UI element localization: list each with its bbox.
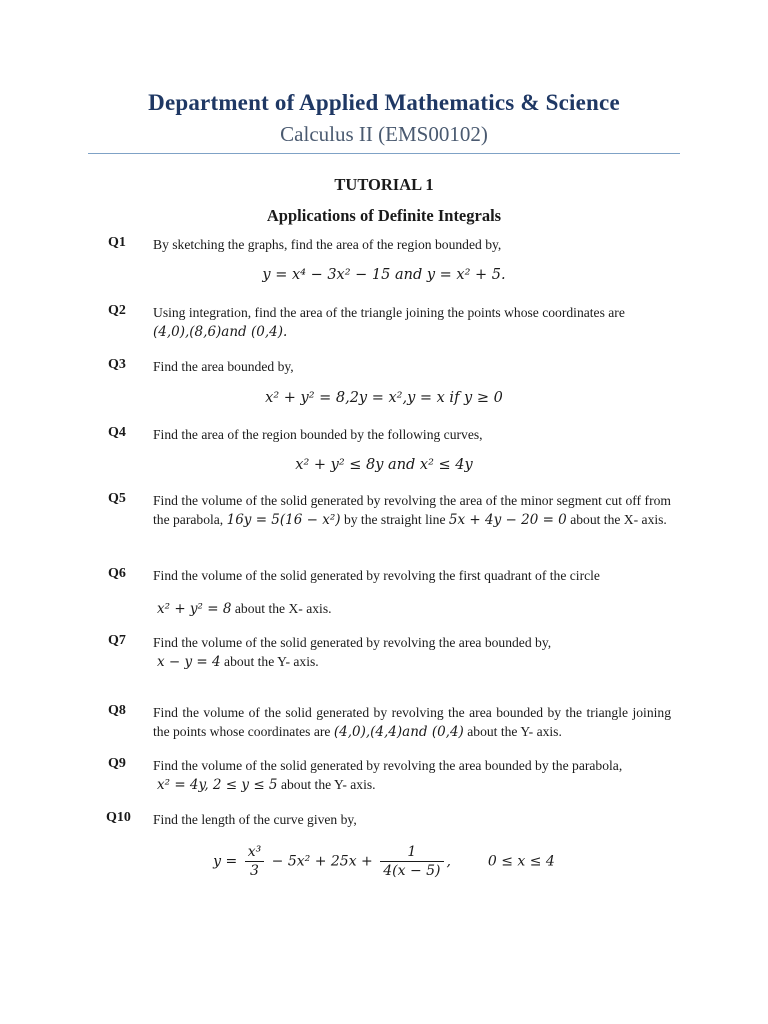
fraction-numerator: x³ (245, 843, 265, 862)
question-text-q10: Find the length of the curve given by, (153, 812, 357, 827)
question-text-q7: Find the volume of the solid generated by revolving the area bounded by, (153, 635, 552, 650)
question-suffix-q6: about the X- axis. (234, 601, 332, 616)
equation-q4: x² + y² ≤ 8y and x² ≤ 4y (295, 457, 473, 473)
equation-q1: y = x⁴ − 3x² − 15 and y = x² + 5. (262, 267, 506, 283)
question-label-q4: Q4 (108, 425, 126, 440)
question-text-q5 (153, 491, 671, 530)
question-label-q3: Q3 (108, 357, 126, 372)
question-text-q2: Using integration, find the area of the triangle joining the points whose coordinates are (153, 305, 625, 320)
question-label-q1: Q1 (108, 235, 126, 250)
question-text-q4: Find the area of the region bounded by the following curves, (153, 427, 483, 442)
equation-q6: x² + y² = 8 (157, 601, 232, 617)
fraction-numerator: 1 (380, 843, 443, 862)
equation-q7: x − y = 4 (157, 654, 221, 670)
equation-q3: x² + y² = 8,2y = x²,y = x if y ≥ 0 (265, 390, 503, 406)
tutorial-title: TUTORIAL 1 (334, 175, 434, 194)
tutorial-topic: Applications of Definite Integrals (266, 206, 502, 225)
question-text-q5-part-c: about the X- axis. (570, 512, 667, 527)
question-label-q5: Q5 (108, 491, 126, 506)
equation-q10 (0, 843, 768, 880)
question-text-q9-line2 (157, 775, 675, 795)
fraction-denominator: 4(x − 5) (383, 863, 441, 879)
equation-q10-middle: − 5x² + 25x + (271, 853, 373, 870)
equation-q2: (4,0),(8,6)and (0,4). (153, 324, 288, 340)
question-label-q9: Q9 (108, 756, 126, 771)
fraction-x-cubed-over-3 (245, 843, 265, 880)
fraction-one-over-4x-5 (380, 843, 443, 880)
equation-q10-comma: , (446, 853, 451, 870)
equation-q5-parabola: 16y = 5(16 − x²) (226, 512, 341, 528)
question-label-q10: Q10 (106, 810, 131, 825)
question-text-q1: By sketching the graphs, find the area of the region bounded by, (153, 237, 502, 252)
equation-q5-line: 5x + 4y − 20 = 0 (448, 512, 567, 528)
question-text-q5-part-b: by the straight line (343, 512, 446, 527)
question-text-q5-part-a: Find the volume of the solid generated by revolving the area of the minor segment cut off from the parabola, (153, 493, 671, 527)
question-text-q8 (153, 703, 671, 742)
question-text-q9: Find the volume of the solid generated by revolving the area bounded by the parabola, (153, 758, 623, 773)
question-suffix-q8: about the Y- axis. (467, 724, 562, 739)
question-label-q6: Q6 (108, 566, 126, 581)
fraction-denominator: 3 (249, 863, 259, 879)
question-label-q8: Q8 (108, 703, 126, 718)
question-text-q8-main: Find the volume of the solid generated by revolving the area bounded by the triangle joining the points whose coordinates are (153, 705, 671, 739)
question-text-q3: Find the area bounded by, (153, 359, 294, 374)
question-suffix-q9: about the Y- axis. (280, 777, 376, 792)
question-label-q2: Q2 (108, 303, 126, 318)
header-divider (88, 153, 680, 154)
question-label-q7: Q7 (108, 633, 126, 648)
equation-q10-lhs: y = (213, 853, 238, 870)
equation-q8: (4,0),(4,4)and (0,4) (333, 724, 464, 740)
question-text-q7-line2 (157, 652, 675, 672)
equation-q9: x² = 4y, 2 ≤ y ≤ 5 (157, 777, 278, 793)
department-title: Department of Applied Mathematics & Science (148, 90, 620, 115)
equation-q10-range: 0 ≤ x ≤ 4 (487, 853, 555, 870)
question-suffix-q7: about the Y- axis. (224, 654, 319, 669)
course-title: Calculus II (EMS00102) (280, 122, 488, 146)
question-text-q6-line2 (157, 599, 675, 619)
question-text-q6: Find the volume of the solid generated by revolving the first quadrant of the circle (153, 568, 600, 583)
